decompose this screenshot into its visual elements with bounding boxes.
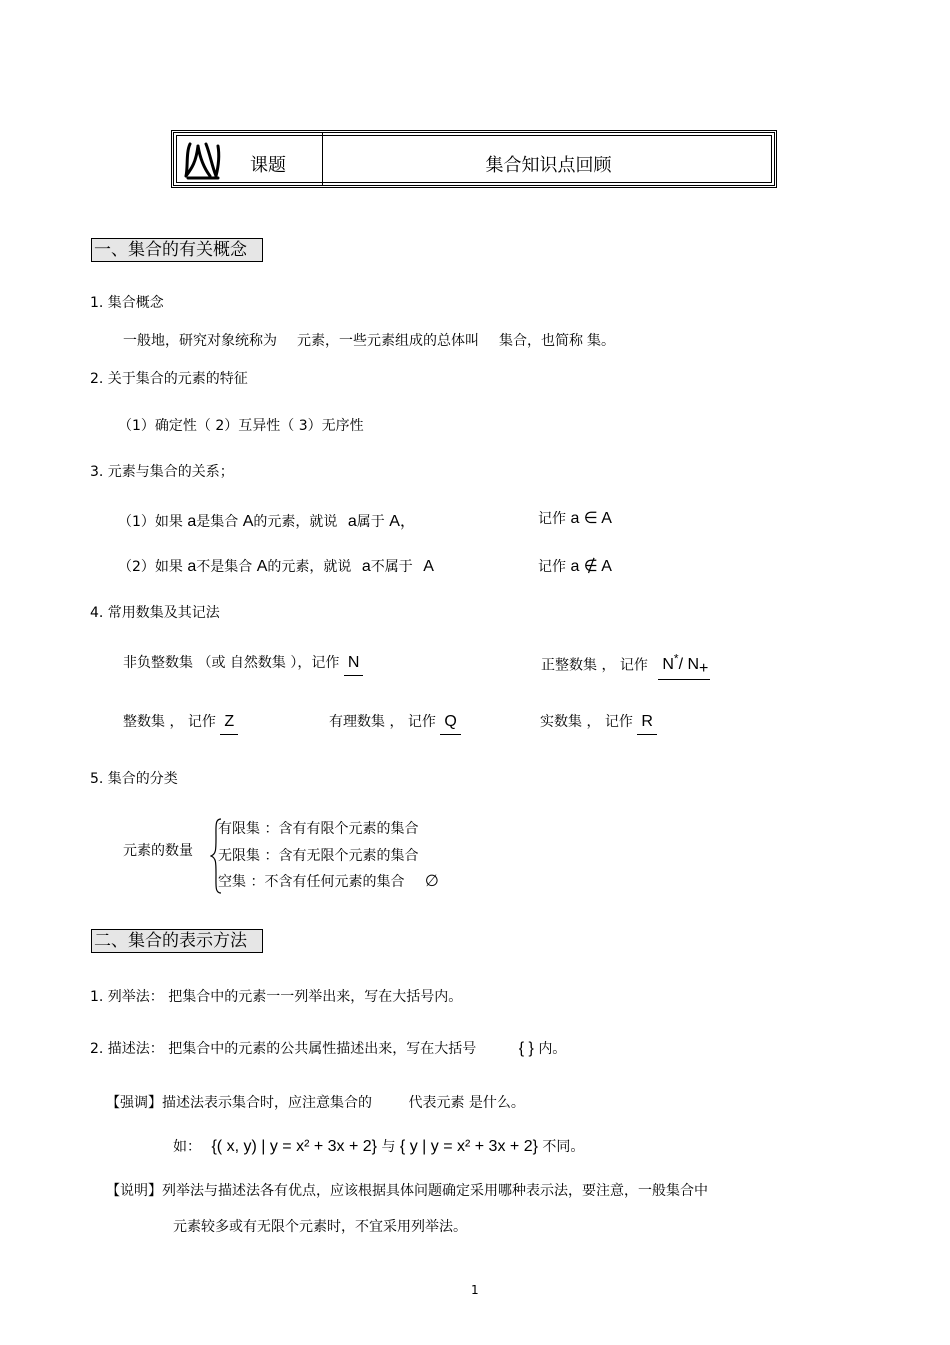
braces-symbol: { } [518,1040,534,1057]
text-part: 实数集 ， 记作 [540,714,633,730]
text-part: 正整数集 ， 记作 [541,657,648,674]
text-part: ，一些元素组成的总体叫 [325,333,479,349]
natural-numbers-row [123,652,363,672]
term-set: 集合 [499,333,527,349]
example-set-1: {( x, y) | y = x² + 3x + 2} [211,1138,378,1155]
item-2-title: 2. 关于集合的元素的特征 [90,371,248,387]
text-part: 的元素，就说 [267,559,352,575]
item-1-title: 1. 集合概念 [90,295,164,311]
page-number: 1 [471,1283,479,1297]
text-part: 不同。 [542,1139,585,1155]
text-part: ，也简称 [527,333,583,349]
symbol-part: / N [678,656,700,674]
note-line-2: 元素较多或有无限个元素时，不宜采用列举法。 [173,1219,467,1235]
item-3-title: 3. 元素与集合的关系； [90,464,234,480]
item-2-line: （1）确定性（ 2）互异性（ 3）无序性 [118,418,364,434]
method-2 [90,1038,566,1058]
symbol-plus: + [699,660,709,678]
text-part: 内。 [538,1041,567,1057]
rationals-row [329,711,461,731]
empty-set-icon: ∅ [424,873,439,890]
item-5-title: 5. 集合的分类 [90,771,178,787]
section-heading-1: 一、集合的有关概念 [91,238,263,262]
var-a: a [187,558,197,575]
empty-set-line [218,871,439,891]
text-part: 空集 ：不含有任何元素的集合 [218,874,405,890]
var-A: A [256,558,268,575]
item-1-text [123,330,615,350]
symbol-part: N [662,656,674,674]
page-title: 集合知识点回顾 [485,155,612,176]
text-part: 是什么。 [468,1095,525,1111]
text-part: 一般地，研究对象统称为 [123,333,277,349]
text-part: （1）如果 [118,514,183,530]
relation-row-1 [118,508,416,531]
integers-row [123,711,238,731]
var-a: a [361,558,371,575]
positive-integers-row [541,652,710,679]
text-part: 整数集 ， 记作 [123,714,216,730]
relation-row-2-notation [538,556,612,576]
text-part: 2. 描述法： 把集合中的元素的公共属性描述出来，写在大括号 [90,1041,477,1057]
symbol-R: R [637,713,657,735]
example-set-2: { y | y = x² + 3x + 2} [399,1138,538,1155]
finite-set-line: 有限集 ：含有有限个元素的集合 [218,821,419,837]
text-part: （2）如果 [118,559,183,575]
var-A: A [423,558,434,575]
text-part: 属于 [356,514,385,530]
emphasis-line [106,1092,525,1112]
text-part: 是集合 [196,514,239,530]
text-part: 不是集合 [196,559,253,575]
example-line [173,1136,584,1156]
var-a: a [187,513,197,530]
text-part: 的元素，就说 [253,514,338,530]
term-short: 集。 [587,333,615,349]
var-A: A [242,513,254,530]
belongs-expression: a ∈ A [570,510,612,527]
symbol-Q: Q [440,713,460,735]
text-part: 记作 [538,511,566,527]
section-heading-2: 二、集合的表示方法 [91,929,263,953]
symbol-N: N [344,654,364,676]
logo-icon [182,138,224,182]
text-part: 与 [381,1139,396,1155]
note-line-1: 【说明】列举法与描述法各有优点，应该根据具体问题确定采用哪种表示法，要注意，一般集合中 [106,1183,708,1199]
term-representative: 代表元素 [408,1095,465,1111]
text-part: 不属于 [370,559,413,575]
method-1: 1. 列举法： 把集合中的元素一一列举出来，写在大括号内。 [90,989,463,1005]
item-4-title: 4. 常用数集及其记法 [90,605,220,621]
text-part: 非负整数集 （或 自然数集 ），记作 [123,655,340,671]
infinite-set-line: 无限集 ：含有无限个元素的集合 [218,848,419,864]
symbol-Z: Z [220,713,238,735]
text-part: 有理数集 ， 记作 [329,714,436,730]
term-element: 元素 [297,333,325,349]
header-label: 课题 [250,155,286,176]
text-part: 如： [173,1139,201,1155]
var-A: A， [389,513,416,530]
classification-basis: 元素的数量 [123,843,193,859]
var-a: a [347,513,357,530]
symbol-N-star [658,652,710,680]
symbol-star: * [673,652,679,666]
not-belongs-expression: a ∉ A [570,558,612,575]
lesson-header [171,130,777,188]
reals-row [540,711,657,731]
relation-row-1-notation [538,508,612,528]
relation-row-2 [118,556,434,576]
text-part: 记作 [538,559,566,575]
text-part: 【强调】描述法表示集合时，应注意集合的 [106,1095,372,1111]
